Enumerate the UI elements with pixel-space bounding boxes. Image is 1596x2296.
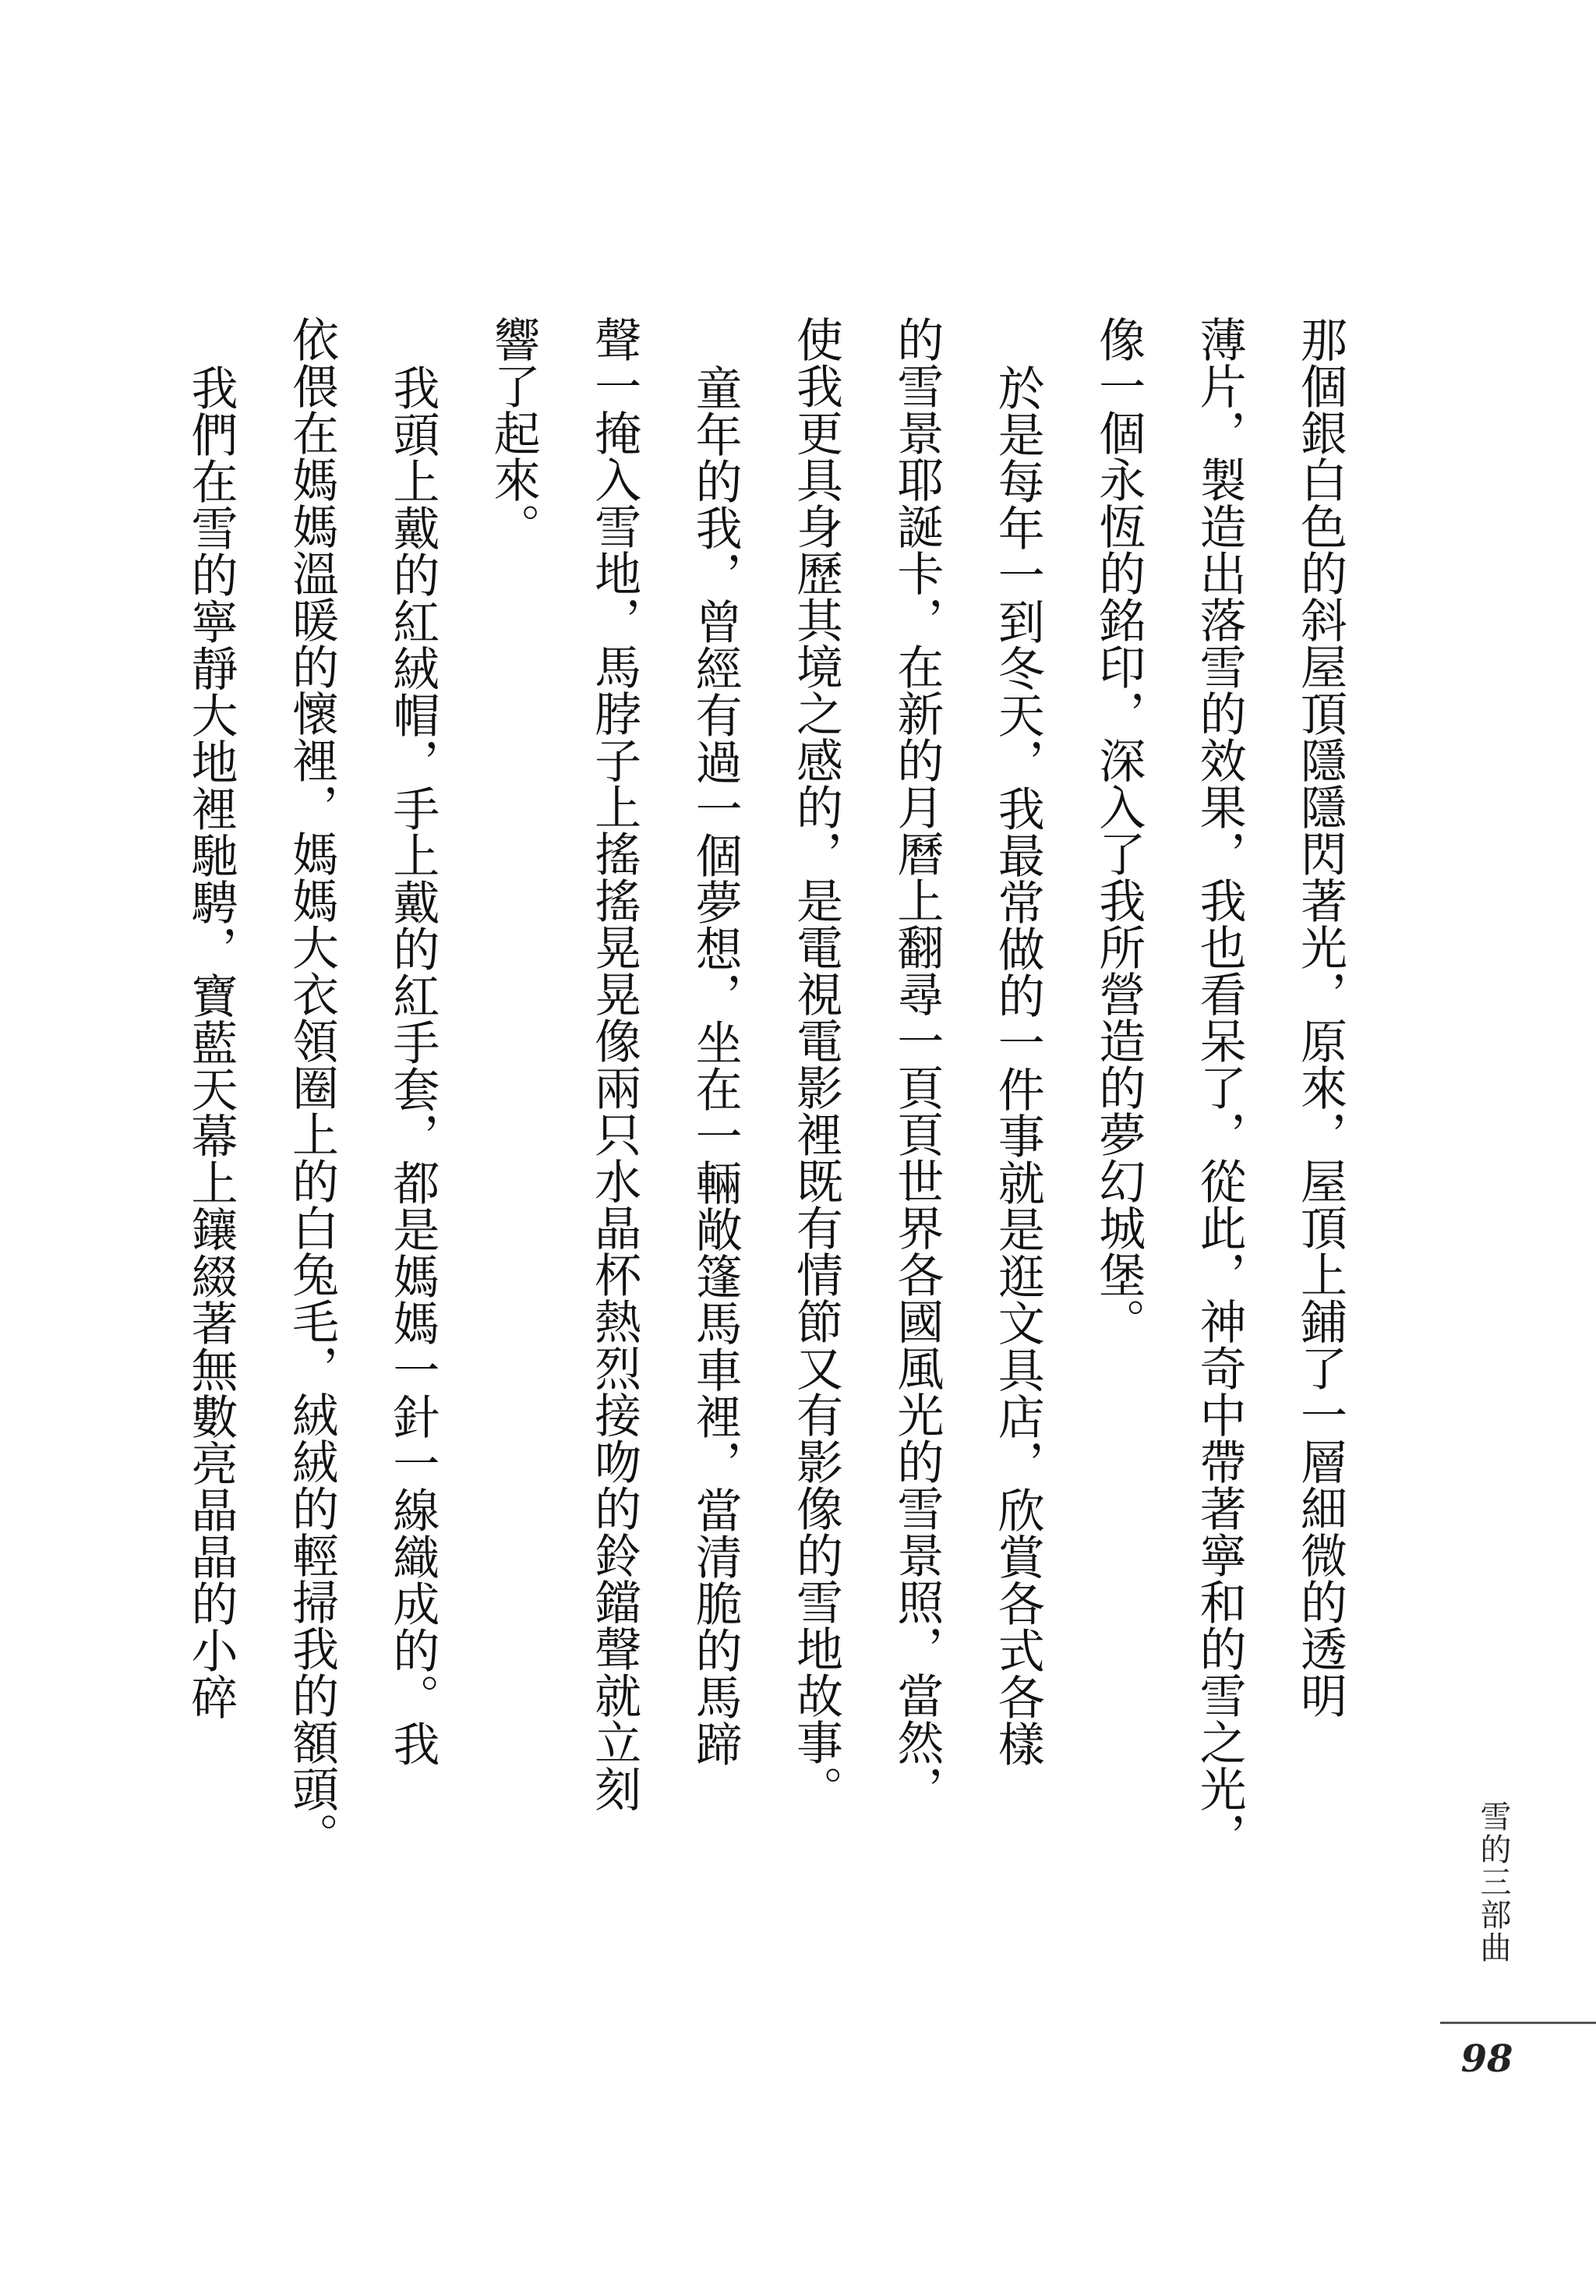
text-column-11: 依偎在媽媽溫暖的懷裡，媽媽大衣領圈上的白兔毛，絨絨的輕掃我的額頭。 <box>284 316 339 1859</box>
text-column-12: 我們在雪的寧靜大地裡馳騁，寶藍天幕上鑲綴著無數亮晶晶的小碎 <box>183 364 238 1720</box>
body-text <box>160 316 1370 1874</box>
text-column-8: 聲一掩入雪地，馬脖子上搖搖晃晃像兩只水晶杯熱烈接吻的鈴鐺聲就立刻 <box>587 316 642 1812</box>
footer-divider <box>1440 2022 1596 2024</box>
text-column-3: 像一個永恆的銘印，深入了我所營造的夢幻城堡。 <box>1091 316 1146 1344</box>
text-column-7: 童年的我，曾經有過一個夢想，坐在一輛敞篷馬車裡，當清脆的馬蹄 <box>687 364 743 1767</box>
text-column-10: 我頭上戴的紅絨帽，手上戴的紅手套，都是媽媽一針一線織成的。我 <box>385 364 440 1767</box>
page-number: 98 <box>1460 2037 1513 2081</box>
text-column-2: 薄片，製造出落雪的效果，我也看呆了，從此，神奇中帶著寧和的雪之光， <box>1192 316 1247 1859</box>
text-column-5: 的雪景耶誕卡，在新的月曆上翻尋一頁頁世界各國風光的雪景照，當然， <box>889 316 945 1812</box>
text-column-1: 那個銀白色的斜屋頂隱隱閃著光，原來，屋頂上鋪了一層細微的透明 <box>1293 316 1347 1718</box>
text-column-9: 響了起來。 <box>486 316 541 549</box>
text-column-4: 於是每年一到冬天，我最常做的一件事就是逛文具店，欣賞各式各樣 <box>990 364 1045 1767</box>
running-title: 雪的三部曲 <box>1475 1800 1511 1964</box>
text-column-6: 使我更具身歷其境之感的，是電視電影裡既有情節又有影像的雪地故事。 <box>788 316 843 1812</box>
